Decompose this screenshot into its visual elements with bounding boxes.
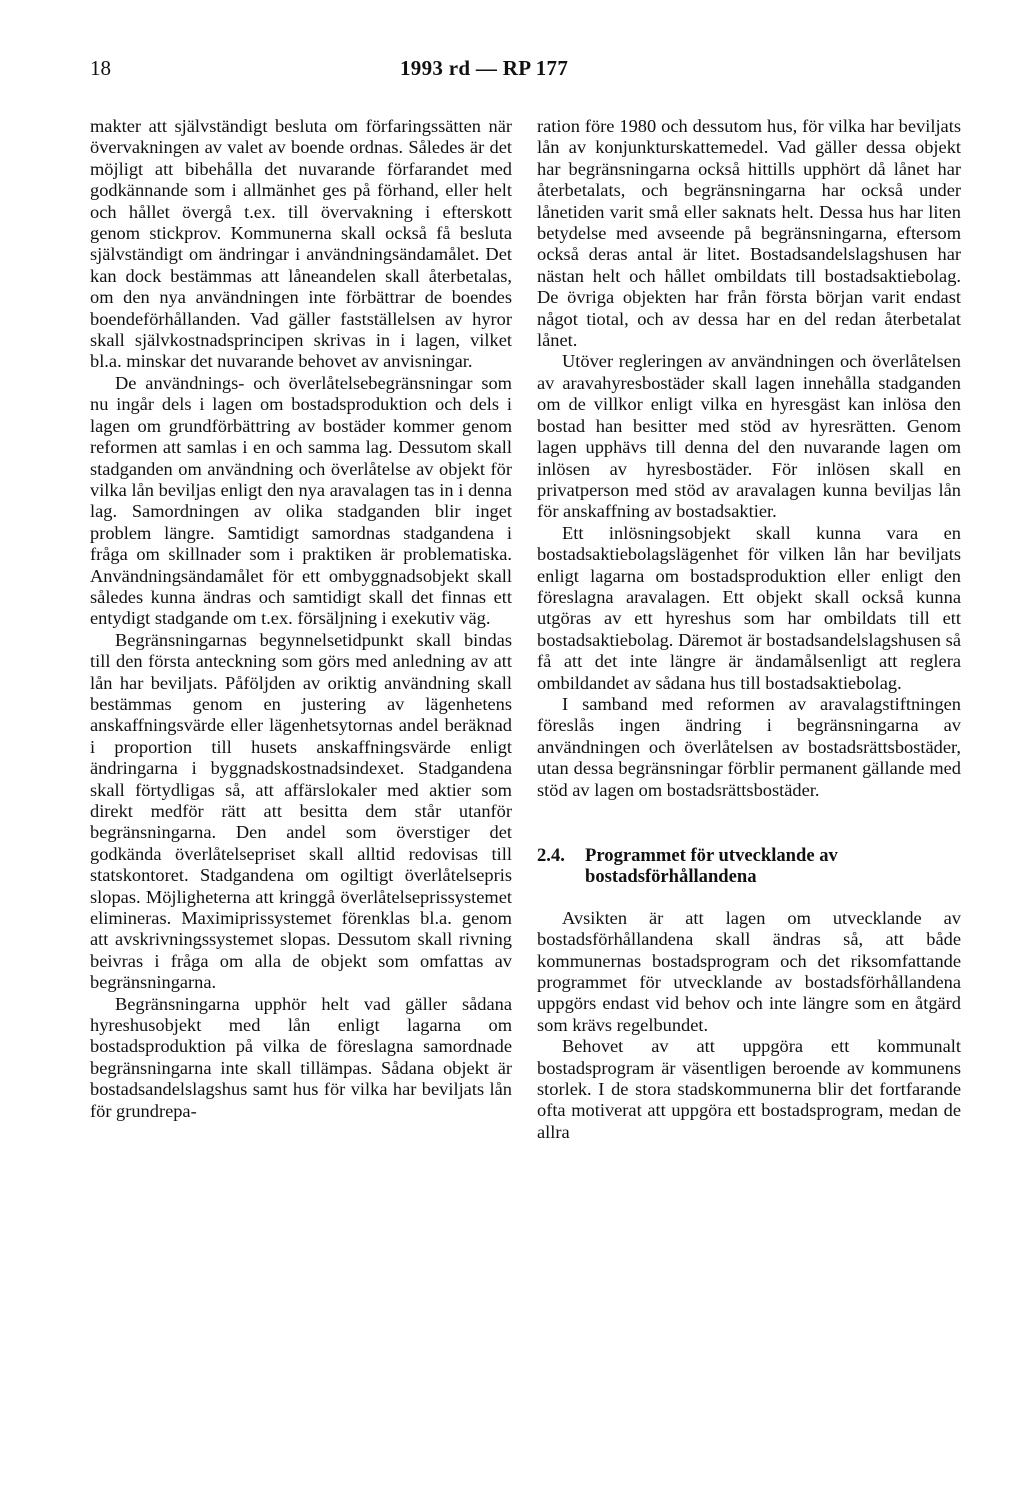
section-title: Programmet för utvecklande av bostadsförhållandena bbox=[585, 845, 838, 888]
body-paragraph: Avsikten är att lagen om utvecklande av bostadsförhållandena skall ändras så, att både kommunernas bostadsprogram och det riksomfattande programmet för utvecklande av bostadsförhållandena uppgörs endast vid behov och inte längre som en åtgärd som krävs regelbundet. bbox=[537, 907, 961, 1035]
section-heading bbox=[537, 845, 961, 888]
body-paragraph: De användnings- och överlåtelsebegränsningar som nu ingår dels i lagen om bostadsproduktion och dels i lagen om grundförbättring av bostäder kommer genom reformen att samlas i en och samma lag. Dessutom skall stadganden om användning och överlåtelse av objekt för vilka lån beviljas enligt den nya aravalagen tas in i denna lag. Samordningen av olika stadganden blir inget problem längre. Samtidigt samordnas stadgandena i fråga om skillnader som i praktiken är problematiska. Användningsändamålet för ett ombyggnadsobjekt skall således kunna ändras och samtidigt skall det finnas ett entydigt stadgande om t.ex. försäljning i exekutiv väg. bbox=[90, 372, 512, 629]
section-number: 2.4. bbox=[537, 845, 565, 866]
body-paragraph: Begränsningarnas begynnelsetidpunkt skall bindas till den första anteckning som görs med anledning av att lån har beviljats. Påföljden av oriktig användning skall bestämmas genom en justering av lägenhetens anskaffningsvärde eller lägenhetsytornas andel beräknad i proportion till husets anskaffningsvärde enligt ändringarna i byggnadskostnadsindexet. Stadgandena skall förtydligas så, att affärslokaler med aktier som direkt medför rätt att besitta dem står utanför begränsningarna. Den andel som överstiger det godkända överlåtelsepriset skall alltid redovisas till statskontoret. Stadgandena om ogiltigt överlåtelsepris slopas. Möjligheterna att kringgå överlåtelseprissystemet elimineras. Maximiprissystemet förenklas bl.a. genom att avskrivningssystemet slopas. Dessutom skall rivning beivras i fråga om alla de objekt som omfattas av begränsningarna. bbox=[90, 629, 512, 993]
body-paragraph: Behovet av att uppgöra ett kommunalt bostadsprogram är väsentligen beroende av kommunens storlek. I de stora stadskommunerna blir det fortfarande ofta motiverat att uppgöra ett bostadsprogram, medan de allra bbox=[537, 1036, 961, 1142]
body-paragraph: makter att självständigt besluta om förfaringssätten när övervakningen av valet av boende ordnas. Således är det möjligt att bibehålla det nuvarande förfarandet med godkännande som i allmänhet ges på förhand, eller helt och hållet övergå t.ex. till övervakning i efterskott genom stickprov. Kommunerna skall också få besluta självständigt om ändringar i användningsändamålet. Det kan dock bestämmas att låneandelen skall återbetalas, om den nya användningen inte förbättrar de boendes boendeförhållanden. Vad gäller fastställelsen av hyror skall självkostnadsprincipen skrivas in i lagen, vilket bl.a. minskar det nuvarande behovet av anvisningar. bbox=[90, 116, 512, 372]
body-paragraph: I samband med reformen av aravalagstiftningen föreslås ingen ändring i begränsningarna av användningen och överlåtelsen av bostadsrättsbostäder, utan dessa begränsningar förblir permanent gällande med stöd av lagen om bostadsrättsbostäder. bbox=[537, 693, 961, 800]
left-column bbox=[90, 116, 512, 1122]
body-paragraph: Begränsningarna upphör helt vad gäller sådana hyreshusobjekt med lån enligt lagarna om bostadsproduktion på vilka de föreslagna samordnade begränsningarna inte skall tillämpas. Sådana objekt är bostadsandelslagshus samt hus för vilka har beviljats lån för grundrepa- bbox=[90, 993, 512, 1121]
body-paragraph: Utöver regleringen av användningen och överlåtelsen av aravahyresbostäder skall lagen innehålla stadganden om de villkor enligt vilka en hyresgäst kan inlösa den bostad han besitter med stöd av hyresrätten. Genom lagen upphävs till denna del den nuvarande lagen om inlösen av hyresbostäder. För inlösen skall en privatperson med stöd av aravalagen kunna beviljas lån för anskaffning av bostadsaktier. bbox=[537, 351, 961, 522]
page-number: 18 bbox=[90, 56, 111, 80]
running-head: 1993 rd — RP 177 bbox=[400, 56, 569, 80]
right-column bbox=[537, 116, 961, 1143]
body-paragraph: Ett inlösningsobjekt skall kunna vara en bostadsaktiebolagslägenhet för vilken lån har beviljats enligt lagarna om bostadsproduktion eller enligt den föreslagna aravalagen. Ett objekt skall också kunna utgöras av ett hyreshus som har ombildats till ett bostadsaktiebolag. Däremot är bostadsandelslagshusen så få att det inte längre är ändamålsenligt att reglera ombildandet av sådana hus till bostadsaktiebolag. bbox=[537, 522, 961, 693]
body-paragraph: ration före 1980 och dessutom hus, för vilka har beviljats lån av konjunkturskattemedel. Vad gäller dessa objekt har begränsningarna också hittills upphört då lånet har återbetalats, och begränsningarna har också under lånetiden varit små eller saknats helt. Dessa hus har liten betydelse med avseende på begränsningarna, eftersom också deras antal är litet. Bostadsandelslagshusen har nästan helt och hållet ombildats till bostadsaktiebolag. De övriga objekten har från första början varit endast något tiotal, och av dessa har en del redan återbetalat lånet. bbox=[537, 116, 961, 351]
